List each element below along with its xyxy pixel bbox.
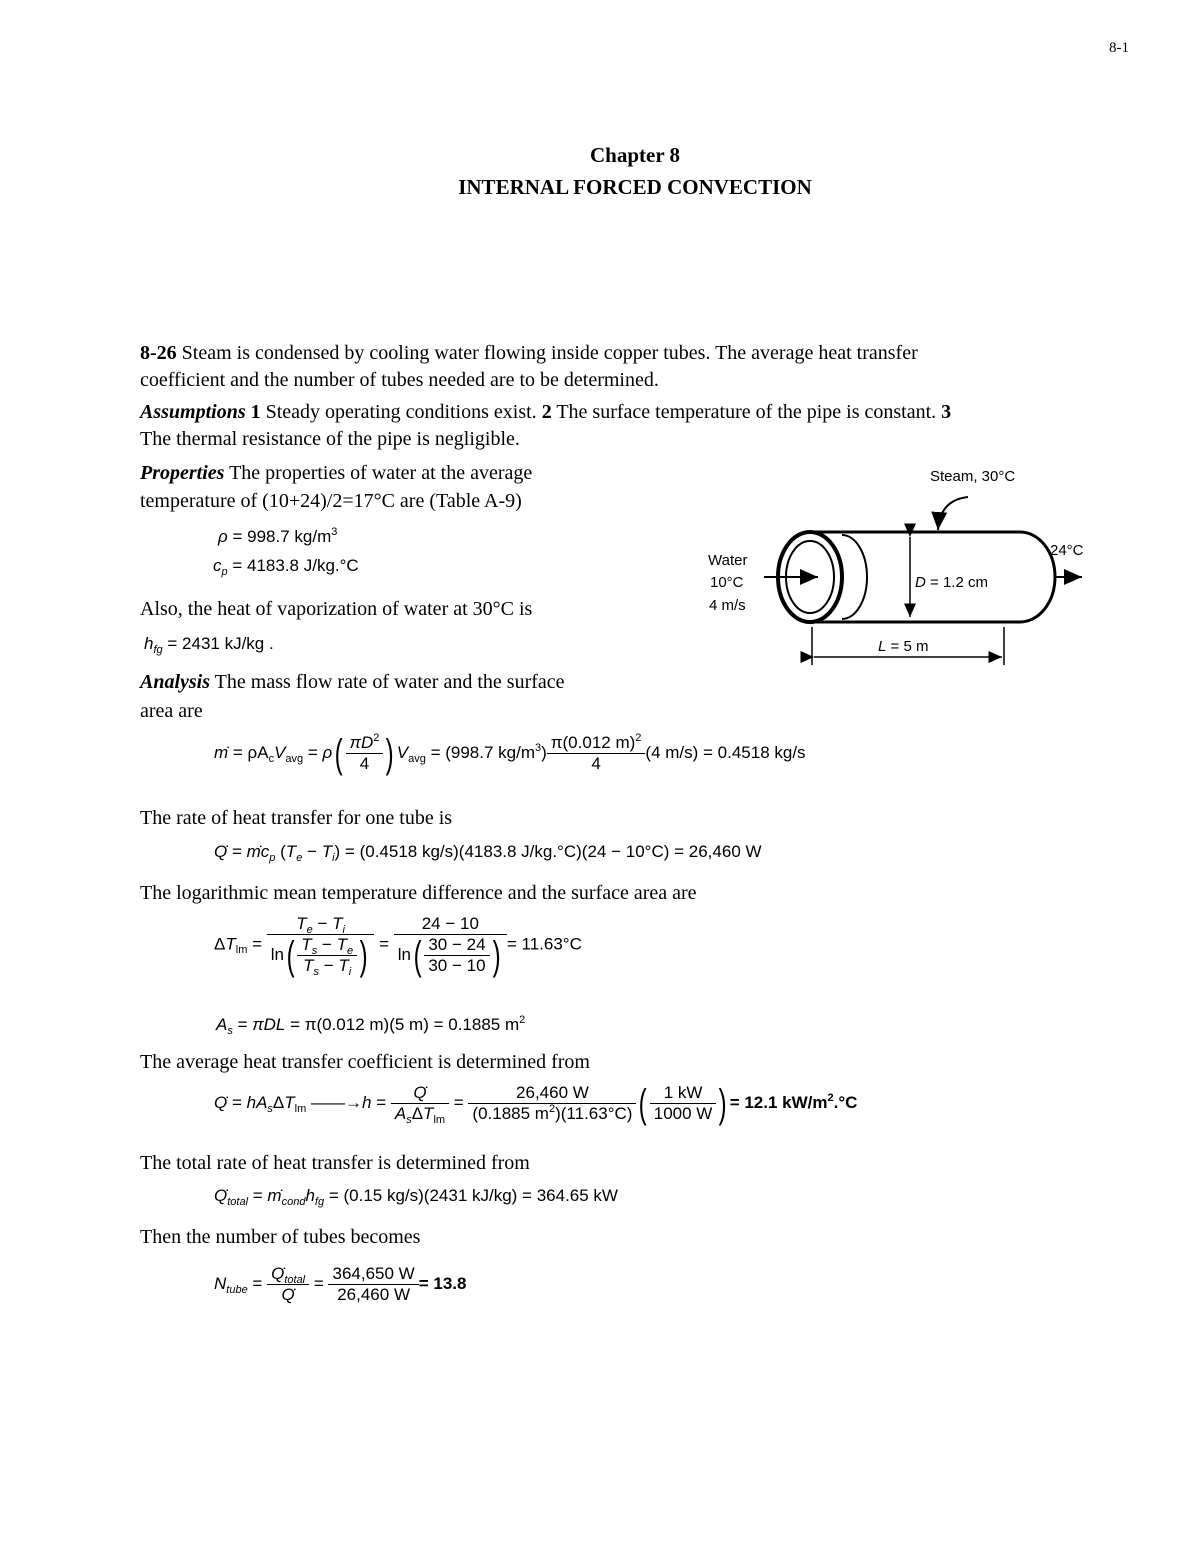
water-velocity-label: 4 m/s [709,597,746,614]
water-temp-label: 10°C [710,574,744,591]
problem-number: 8-26 [140,342,177,364]
lmtd-equation: $\Delta T_{lm}$ = $T_e - T_i$ ln( $\frac{T_s - T_e}{T_s - T_i}$ ) = 24 − 10 ln( $\frac{30 - 24}{30 - 10}$ ) = 11.63°C [214,914,582,978]
mass-flow-equation: ṁ = $\rho A_cV_{avg} = \rho$( $\frac{\pi D^2}{4}$ ) $V_{avg} = (998.7$ $kg/m^3$) $\frac{\pi(0.012 m)^2}{4}$ (4 m/s) = 0.4518 kg/s [214,731,806,776]
problem-text-2: coefficient and the number of tubes needed are to be determined. [140,369,659,391]
assumption-1-number: 1 [250,401,261,423]
specific-heat-equation: $c_p = 4183.8$ J/kg.°C [213,556,359,578]
analysis-line [140,669,565,696]
properties-label: Properties [140,462,225,484]
outlet-temp-label: 24°C [1050,542,1084,559]
hfg-equation: $h_{fg} = 2431$ kJ/kg . [144,634,274,656]
total-heat-equation: $Q_{total} = m_{cond}h_{fg} = (0.15$ kg/s)(2431 kJ/kg) = 364.65 kW [214,1186,618,1208]
chapter-subtitle: INTERNAL FORCED CONVECTION [458,175,812,199]
heat-one-tube-text: The rate of heat transfer for one tube is [140,807,453,829]
analysis-text-2: area are [140,700,203,722]
assumption-3: The thermal resistance of the pipe is negligible. [140,428,520,450]
assumption-3-number: 3 [941,401,952,423]
assumptions-line [140,399,951,426]
properties-line [140,460,532,487]
length-label: L = 5 m [878,638,929,655]
surface-area-equation: $A_s = \pi DL = \pi(0.012$ m)(5 m) = 0.1885 $m^2$ [216,1014,526,1037]
tubes-text: Then the number of tubes becomes [140,1226,421,1248]
problem-text-1: Steam is condensed by cooling water flowing inside copper tubes. The average heat transfer [176,342,918,364]
tubes-equation: $N_{tube}$ = $\frac{Q_{total}}{Q}$ = $\frac{364,650 W}{26,460 W}$ = 13.8 [214,1264,467,1304]
vaporization-text: Also, the heat of vaporization of water at 30°C is [140,598,533,620]
problem-statement [140,340,918,367]
total-heat-text: The total rate of heat transfer is determined from [140,1152,530,1174]
analysis-text-1: The mass flow rate of water and the surface [210,671,565,693]
diameter-label: D = 1.2 cm [915,574,988,591]
lmtd-text: The logarithmic mean temperature difference and the surface area are [140,882,697,904]
assumption-2-number: 2 [541,401,552,423]
properties-text-1: The properties of water at the average [224,462,533,484]
steam-label: Steam, 30°C [930,468,1016,485]
assumption-2: The surface temperature of the pipe is constant. [551,401,942,423]
tube-figure [700,455,1100,675]
water-label: Water [708,552,748,569]
steam-arrow [938,497,968,530]
assumption-1: Steady operating conditions exist. [260,401,542,423]
page-number: 8-1 [1109,40,1129,56]
analysis-label: Analysis [140,671,211,693]
chapter-title: Chapter 8 [589,143,681,167]
properties-text-2: temperature of (10+24)/2=17°C are (Table A-9) [140,490,522,512]
htc-equation: Q̇ = $hA_s\Delta T_{lm}$ ——→h = $\frac{Q}{A_s\Delta T_{lm}}$ = $\frac{26,460 W}{(0.1885 m^2)(11.63^\circ C)}$ ( $\frac{1 kW}{1000 W}$ ) = 12.1 $kW/m^2.^\circ C$ [214,1081,858,1126]
density-equation: ρ = 998.7 $kg/m^3$ [218,526,338,546]
heat-rate-equation: Q̇ = $mc_p$ $(T_e - T_i) = (0.4518$ kg/s)(4183.8 J/kg.°C)(24 − 10°C) = 26,460 W [214,842,762,864]
assumptions-label: Assumptions [140,401,246,423]
htc-text: The average heat transfer coefficient is determined from [140,1051,590,1073]
